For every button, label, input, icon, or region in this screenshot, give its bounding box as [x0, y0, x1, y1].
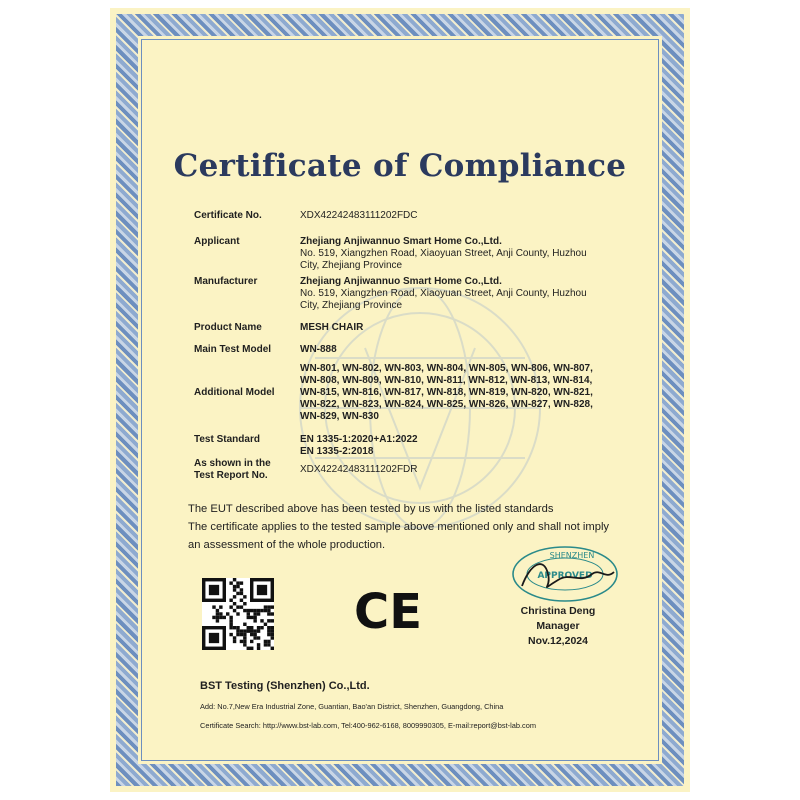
additional-model-line: WN-808, WN-809, WN-810, WN-811, WN-812, WN-813, WN-814, [300, 375, 593, 386]
issuer-address: Add: No.7,New Era Industrial Zone, Guantian, Bao'an District, Shenzhen, Guangdong, China [200, 702, 504, 711]
approved-stamp-icon [510, 544, 620, 604]
statement-line: The EUT described above has been tested by us with the listed standards [188, 503, 554, 515]
test-standard-line: EN 1335-1:2020+A1:2022 [300, 434, 418, 445]
additional-model-line: WN-822, WN-823, WN-824, WN-825, WN-826, WN-827, WN-828, [300, 399, 593, 410]
signatory-date: Nov.12,2024 [528, 635, 588, 647]
manufacturer-address-line: No. 519, Xiangzhen Road, Xiaoyuan Street, Anji County, Huzhou [300, 288, 587, 299]
manufacturer-address-line: City, Zhejiang Province [300, 300, 403, 311]
test-report-value: XDX42242483111202FDR [300, 464, 418, 475]
test-standard-line: EN 1335-2:2018 [300, 446, 374, 457]
test-standard-label: Test Standard [194, 434, 260, 445]
applicant-label: Applicant [194, 236, 240, 247]
statement-line: The certificate applies to the tested sample above mentioned only and shall not imply [188, 521, 610, 533]
certificate-no-label: Certificate No. [194, 210, 262, 221]
product-name-value: MESH CHAIR [300, 322, 364, 333]
additional-model-label: Additional Model [194, 387, 275, 398]
applicant-address-line: No. 519, Xiangzhen Road, Xiaoyuan Street, Anji County, Huzhou [300, 248, 587, 259]
applicant-address-line: City, Zhejiang Province [300, 260, 403, 271]
issuer-search-contact: Certificate Search: http://www.bst-lab.com, Tel:400-962-6168, 8009990305, E-mail:report@bst-lab.com [200, 721, 537, 730]
signatory-name: Christina Deng [520, 605, 596, 617]
signatory-block [498, 604, 618, 649]
manufacturer-name: Zhejiang Anjiwannuo Smart Home Co.,Ltd. [300, 276, 502, 287]
product-name-label: Product Name [194, 322, 262, 333]
manufacturer-label: Manufacturer [194, 276, 258, 287]
additional-model-line: WN-829, WN-830 [300, 411, 379, 422]
svg-text:SHENZHEN: SHENZHEN [549, 551, 595, 560]
additional-model-line: WN-801, WN-802, WN-803, WN-804, WN-805, WN-806, WN-807, [300, 363, 593, 374]
applicant-name: Zhejiang Anjiwannuo Smart Home Co.,Ltd. [300, 236, 502, 247]
certificate-no-value: XDX42242483111202FDC [300, 210, 418, 221]
issuer-company: BST Testing (Shenzhen) Co.,Ltd. [200, 680, 370, 692]
svg-text:APPROVED: APPROVED [537, 571, 593, 581]
statement-line: an assessment of the whole production. [188, 539, 386, 551]
signatory-title: Manager [536, 620, 580, 632]
qr-code-icon [202, 578, 274, 650]
test-report-label-line: As shown in the [194, 458, 271, 469]
main-test-model-value: WN-888 [300, 344, 337, 355]
certificate-page [110, 8, 690, 792]
ce-mark-text: CE [353, 584, 423, 638]
main-test-model-label: Main Test Model [194, 344, 272, 355]
ce-mark-icon [348, 582, 428, 638]
certificate-title: Certificate of Compliance [173, 148, 627, 184]
test-report-label-line: Test Report No. [194, 470, 268, 481]
additional-model-line: WN-815, WN-816, WN-817, WN-818, WN-819, WN-820, WN-821, [300, 387, 593, 398]
